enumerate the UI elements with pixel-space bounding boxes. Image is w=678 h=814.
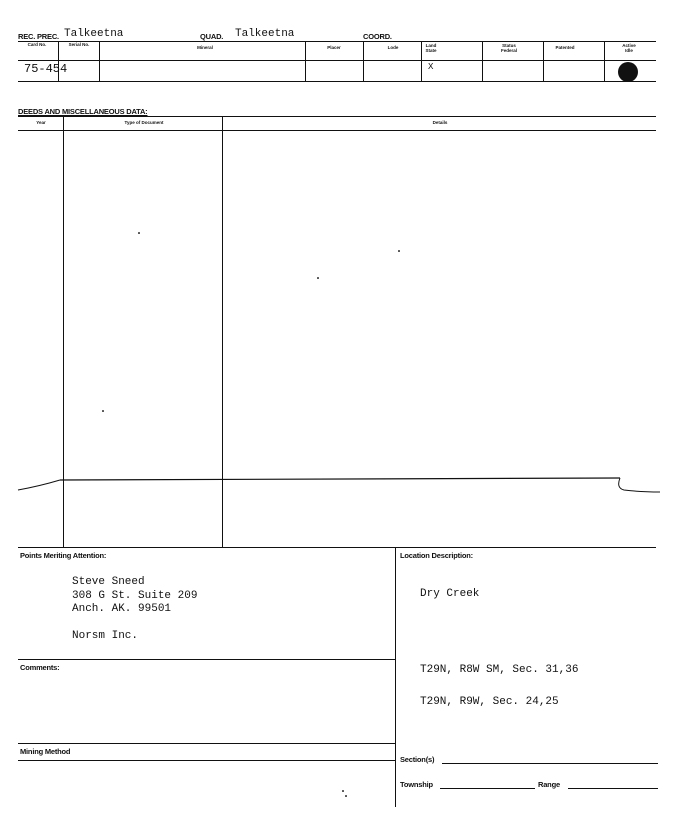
township-fill-line [440, 788, 535, 789]
range-label: Range [538, 780, 560, 789]
mineral-header: Mineral [197, 45, 213, 50]
deeds-top-rule [18, 116, 656, 117]
contact-address-line2: Anch. AK. 99501 [72, 603, 172, 615]
coord-label: COORD. [363, 32, 392, 41]
active-idle-dot [618, 62, 638, 82]
speck [102, 410, 104, 412]
contact-address-line1: 308 G St. Suite 209 [72, 590, 198, 602]
record-bottom-rule [18, 81, 656, 82]
quad-label: QUAD. [200, 32, 224, 41]
comments-label: Comments: [20, 663, 60, 672]
location-label: Location Description: [400, 551, 473, 560]
company-name: Norsm Inc. [72, 630, 139, 642]
year-header: Year [36, 120, 46, 125]
speck [138, 232, 140, 234]
deeds-header-rule [18, 130, 656, 131]
range-fill-line [568, 788, 658, 789]
land-state-mark: X [428, 62, 434, 72]
details-header: Details [432, 120, 448, 125]
rec-prec-label: REC. PREC. [18, 32, 59, 41]
speck [317, 277, 319, 279]
active-idle-header: Active Idle [622, 43, 636, 53]
points-bottom-rule [18, 659, 395, 660]
break-line [0, 468, 678, 498]
comments-bottom-rule [18, 743, 395, 744]
deeds-title: DEEDS AND MISCELLANEOUS DATA: [18, 107, 148, 116]
status-federal-header: Status Federal [500, 43, 517, 53]
mining-method-label: Mining Method [20, 747, 71, 756]
township-label: Township [400, 780, 433, 789]
legal-description-1: T29N, R8W SM, Sec. 31,36 [420, 664, 579, 676]
mining-method-rule [18, 760, 395, 761]
card-no-header: Card No. [27, 42, 47, 47]
patented-header: Patented [555, 45, 575, 50]
speck [398, 250, 400, 252]
speck [345, 795, 347, 797]
lode-header: Lode [387, 45, 399, 50]
card-no-value: 75-454 [24, 62, 68, 76]
header-rule [18, 41, 656, 42]
rec-prec-value: Talkeetna [64, 28, 124, 40]
land-state-header: Land State [425, 43, 437, 53]
placer-header: Placer [327, 45, 341, 50]
contact-name: Steve Sneed [72, 576, 145, 588]
type-of-document-header: Type of Document [124, 120, 164, 125]
serial-no-header: Serial No. [68, 42, 90, 47]
lower-center-divider [395, 547, 396, 807]
points-label: Points Meriting Attention: [20, 551, 107, 560]
location-name: Dry Creek [420, 588, 480, 600]
speck [342, 790, 344, 792]
sections-label: Section(s) [400, 755, 435, 764]
lower-top-rule [18, 547, 656, 548]
quad-value: Talkeetna [235, 28, 295, 40]
legal-description-2: T29N, R9W, Sec. 24,25 [420, 696, 559, 708]
column-header-rule [18, 60, 656, 61]
sections-fill-line [442, 763, 658, 764]
